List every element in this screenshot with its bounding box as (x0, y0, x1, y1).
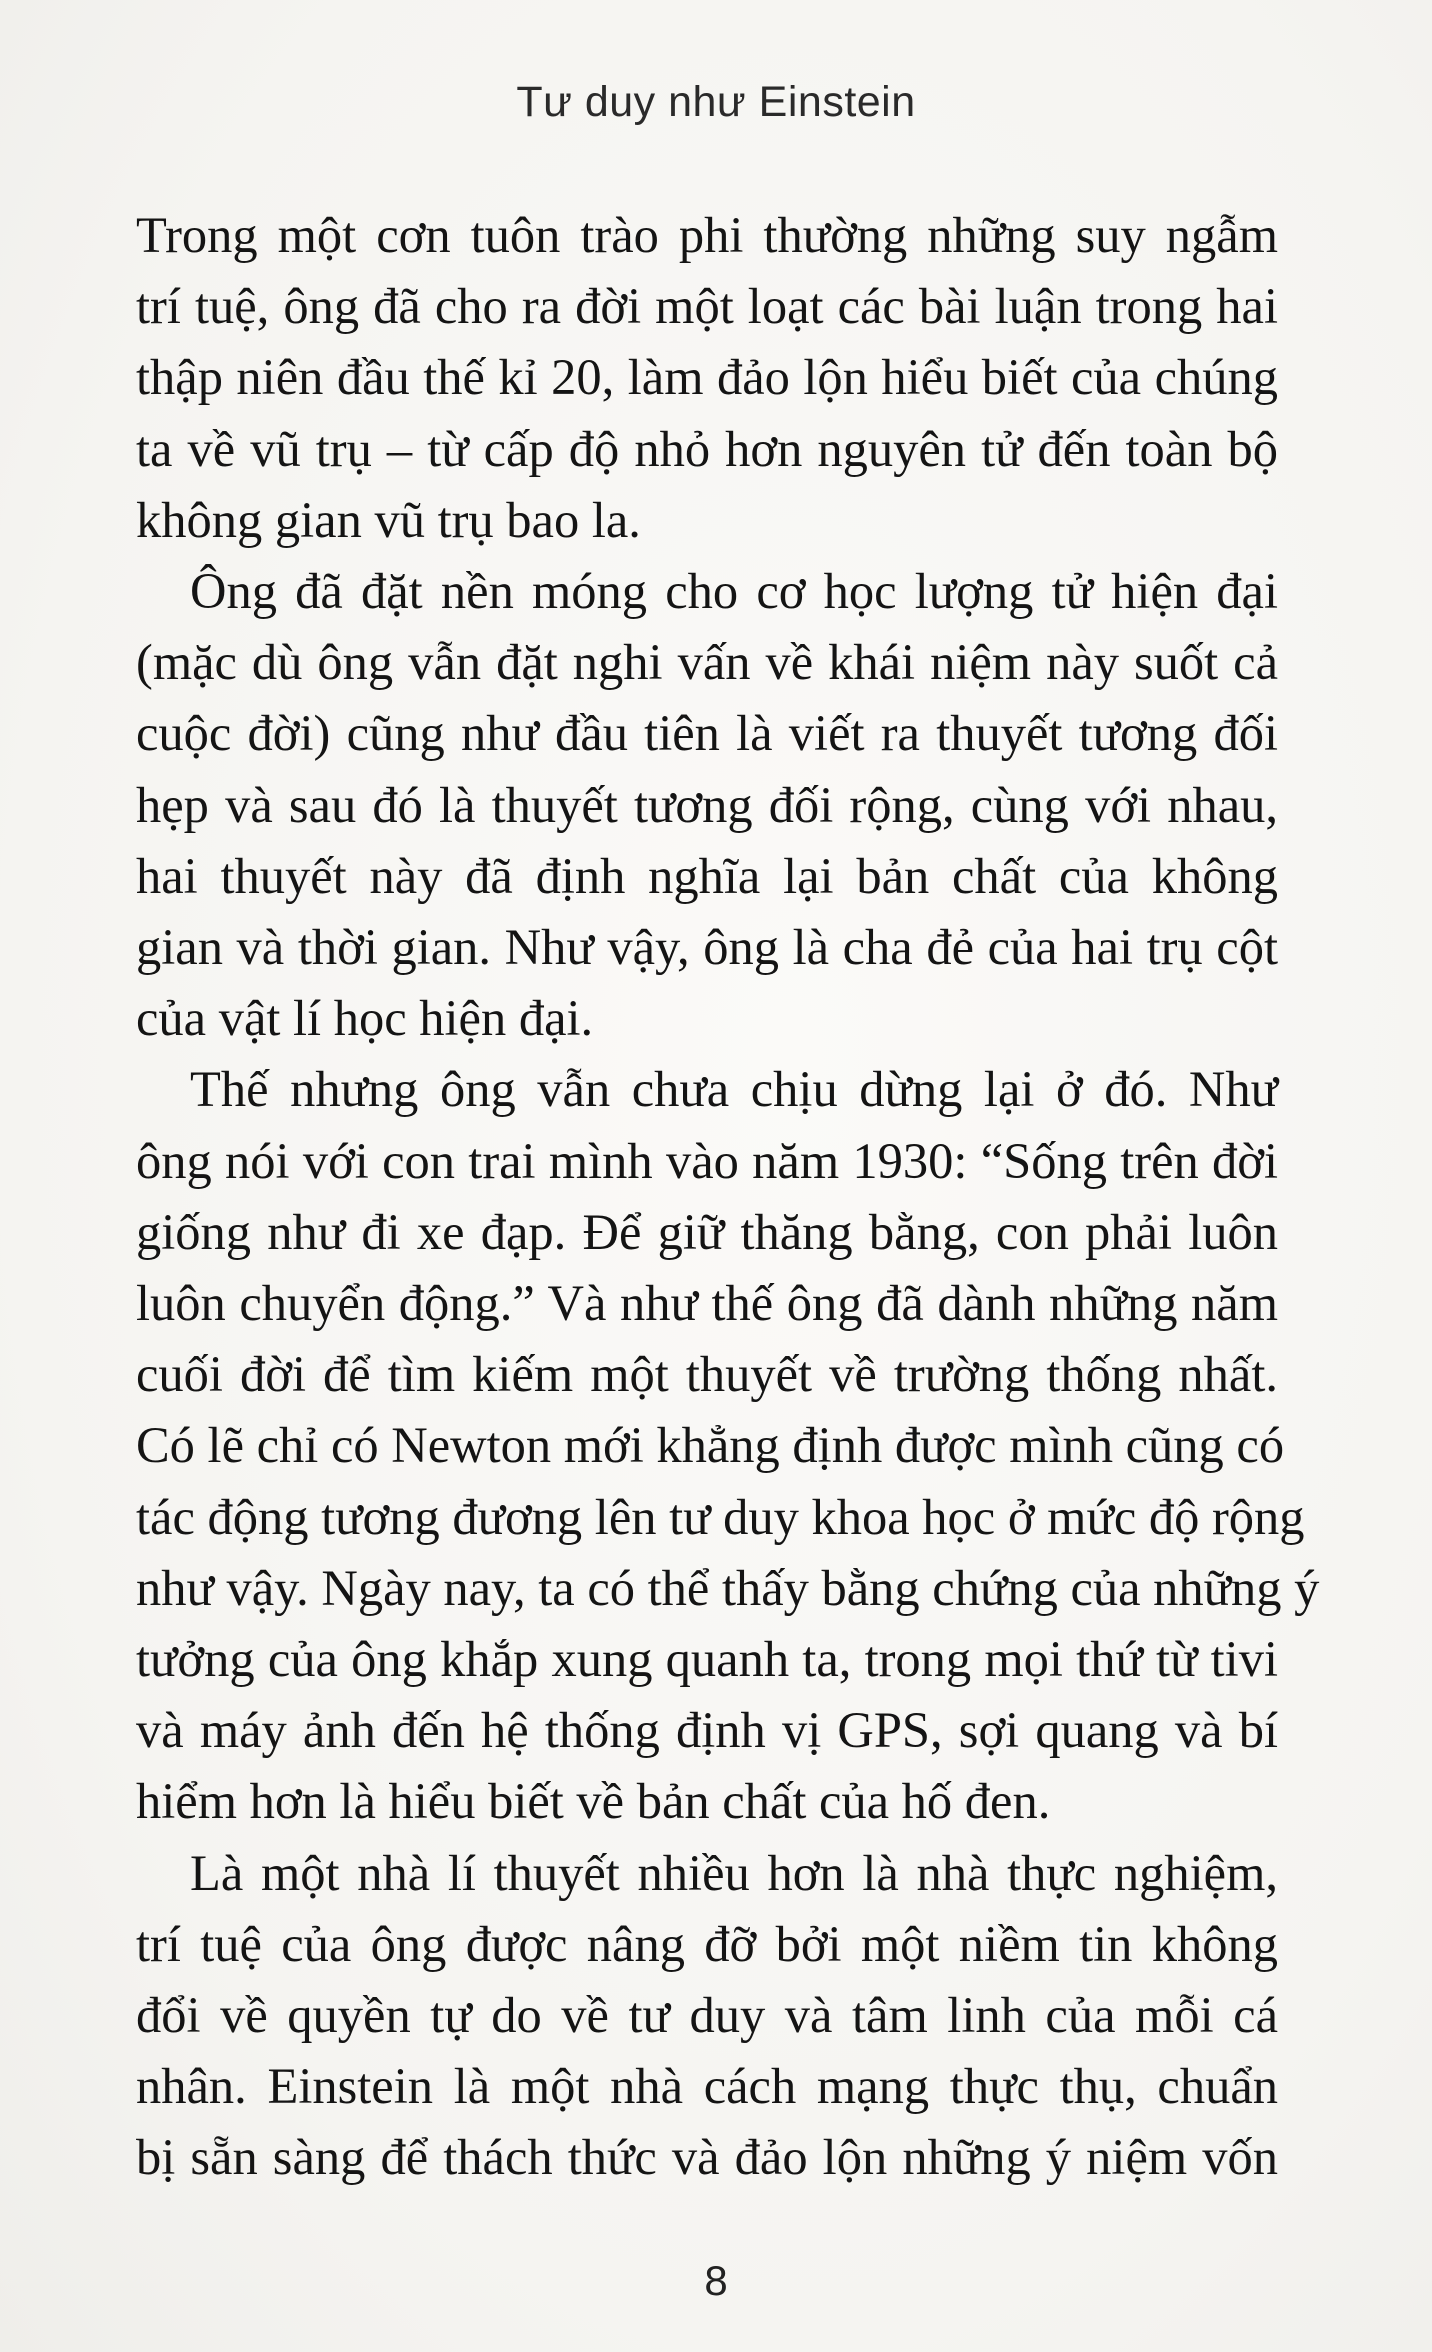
text-line: đổi về quyền tự do về tư duy và tâm linh của mỗi cá (136, 1987, 1278, 2044)
text-line: (mặc dù ông vẫn đặt nghi vấn về khái niệm này suốt cả (136, 634, 1278, 691)
text-line: của vật lí học hiện đại. (136, 990, 594, 1047)
text-line: Là một nhà lí thuyết nhiều hơn là nhà thực nghiệm, (190, 1844, 1278, 1901)
paragraph-2 (136, 556, 1278, 1054)
text-line: Ông đã đặt nền móng cho cơ học lượng tử hiện đại (190, 563, 1278, 620)
text-line: giống như đi xe đạp. Để giữ thăng bằng, con phải luôn (136, 1203, 1278, 1260)
text-line: cuộc đời) cũng như đầu tiên là viết ra thuyết tương đối (136, 705, 1278, 762)
text-line: ông nói với con trai mình vào năm 1930: “Sống trên đời (136, 1132, 1278, 1189)
body-text (136, 200, 1320, 2194)
text-line: luôn chuyển động.” Và như thế ông đã dành những năm (136, 1275, 1278, 1332)
running-header-title: Tư duy như Einstein (516, 78, 916, 126)
page-number: 8 (704, 2257, 728, 2304)
paragraph-4 (136, 1838, 1278, 2194)
text-line: bị sẵn sàng để thách thức và đảo lộn những ý niệm vốn (136, 2129, 1278, 2186)
text-line: nhân. Einstein là một nhà cách mạng thực thụ, chuẩn (136, 2058, 1278, 2115)
paragraph-1 (136, 200, 1278, 556)
text-line: Trong một cơn tuôn trào phi thường những suy ngẫm (136, 207, 1278, 263)
text-line: tác động tương đương lên tư duy khoa học ở mức độ rộng (136, 1488, 1305, 1545)
text-line: hẹp và sau đó là thuyết tương đối rộng, cùng với nhau, (136, 776, 1278, 833)
text-line: như vậy. Ngày nay, ta có thể thấy bằng chứng của những ý (136, 1559, 1320, 1616)
text-line: ta về vũ trụ – từ cấp độ nhỏ hơn nguyên tử đến toàn bộ (136, 420, 1278, 477)
text-line: tưởng của ông khắp xung quanh ta, trong mọi thứ từ tivi (136, 1631, 1278, 1688)
text-line: hai thuyết này đã định nghĩa lại bản chất của không (136, 847, 1278, 904)
text-line: và máy ảnh đến hệ thống định vị GPS, sợi quang và bí (136, 1702, 1278, 1759)
text-line: hiểm hơn là hiểu biết về bản chất của hố đen. (136, 1773, 1051, 1830)
text-line: Thế nhưng ông vẫn chưa chịu dừng lại ở đó. Như (190, 1061, 1278, 1118)
text-line: trí tuệ, ông đã cho ra đời một loạt các bài luận trong hai (136, 278, 1278, 335)
text-line: gian và thời gian. Như vậy, ông là cha đẻ của hai trụ cột (136, 919, 1278, 976)
text-line: không gian vũ trụ bao la. (136, 491, 641, 548)
text-line: trí tuệ của ông được nâng đỡ bởi một niềm tin không (136, 1915, 1278, 1972)
text-line: Có lẽ chỉ có Newton mới khẳng định được mình cũng có (136, 1417, 1285, 1474)
text-line: cuối đời để tìm kiếm một thuyết về trường thống nhất. (136, 1346, 1278, 1403)
text-line: thập niên đầu thế kỉ 20, làm đảo lộn hiểu biết của chúng (136, 349, 1278, 406)
paragraph-3 (136, 1054, 1320, 1837)
